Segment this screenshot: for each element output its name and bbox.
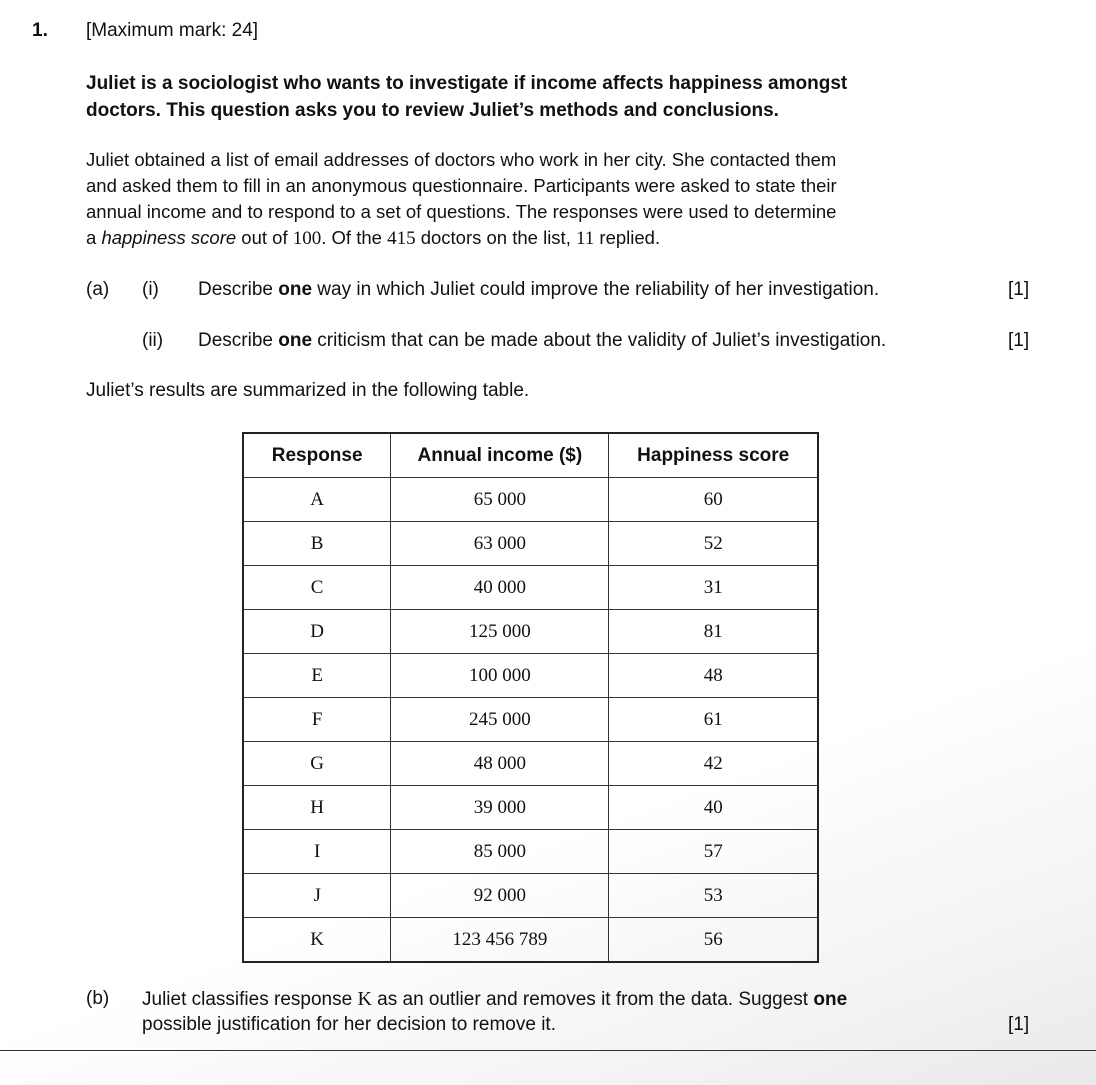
header-annual-income: Annual income ($): [391, 433, 609, 478]
part-a-i-text: [198, 279, 879, 301]
part-a-ii-emphasis: one: [278, 330, 313, 351]
part-a-ii-text: [198, 330, 886, 352]
cell-income: 245 000: [391, 698, 609, 742]
table-row: [243, 566, 818, 610]
page-bottom-rule: [0, 1050, 1096, 1051]
part-a-i-text-pre: Describe: [198, 279, 279, 300]
maximum-mark: [Maximum mark: 24]: [86, 20, 259, 41]
part-b-line-2: possible justification for her decision to remove it.: [142, 1014, 556, 1035]
cell-response: G: [243, 742, 391, 786]
cell-income: 65 000: [391, 478, 609, 522]
table-row: [243, 698, 818, 742]
cell-happiness: 61: [609, 698, 818, 742]
part-a-ii-text-post: criticism that can be made about the validity of Juliet’s investigation.: [312, 330, 887, 351]
cell-happiness: 31: [609, 566, 818, 610]
header-happiness-score: Happiness score: [609, 433, 818, 478]
cell-income: 63 000: [391, 522, 609, 566]
part-a-i-label: (i): [142, 279, 159, 300]
cell-response: A: [243, 478, 391, 522]
doctors-count-number: 415: [387, 228, 416, 249]
table-row: [243, 742, 818, 786]
para-line-3: annual income and to respond to a set of questions. The responses were used to determine: [86, 201, 837, 222]
cell-happiness: 42: [609, 742, 818, 786]
table-row: [243, 654, 818, 698]
results-table: [242, 432, 819, 963]
para-line-4-mid1: out of: [236, 227, 293, 248]
part-b-response-k: K: [357, 988, 372, 1010]
para-line-1: Juliet obtained a list of email addresses of doctors who work in her city. She contacted them: [86, 149, 837, 170]
cell-happiness: 60: [609, 478, 818, 522]
para-line-4-mid2: . Of the: [321, 227, 388, 248]
part-b-emphasis: one: [813, 989, 848, 1010]
part-a-ii-mark: [1]: [1008, 330, 1030, 351]
intro-line-2: doctors. This question asks you to review Juliet’s methods and conclusions.: [86, 100, 779, 121]
question-number: 1.: [32, 20, 48, 41]
para-line-2: and asked them to fill in an anonymous questionnaire. Participants were asked to state their: [86, 175, 837, 196]
cell-income: 100 000: [391, 654, 609, 698]
part-b-line-1-pre: Juliet classifies response: [142, 989, 358, 1010]
replies-count-number: 11: [575, 228, 595, 249]
table-row: [243, 610, 818, 654]
cell-response: D: [243, 610, 391, 654]
table-row: [243, 874, 818, 918]
part-b-mark: [1]: [1008, 1014, 1030, 1035]
table-row: [243, 786, 818, 830]
cell-income: 92 000: [391, 874, 609, 918]
part-a-ii-label: (ii): [142, 330, 164, 351]
cell-income: 125 000: [391, 610, 609, 654]
part-a-ii-text-pre: Describe: [198, 330, 279, 351]
cell-response: I: [243, 830, 391, 874]
happiness-score-term: happiness score: [101, 227, 237, 248]
question-intro: [86, 70, 986, 124]
part-a-i-text-post: way in which Juliet could improve the reliability of her investigation.: [312, 279, 880, 300]
cell-response: E: [243, 654, 391, 698]
para-line-4-end: replied.: [594, 227, 661, 248]
cell-happiness: 40: [609, 786, 818, 830]
cell-happiness: 48: [609, 654, 818, 698]
intro-line-1: Juliet is a sociologist who wants to investigate if income affects happiness amongst: [86, 73, 848, 94]
max-score-number: 100: [292, 228, 322, 249]
table-row: [243, 918, 818, 963]
cell-response: F: [243, 698, 391, 742]
table-row: [243, 830, 818, 874]
table-row: [243, 478, 818, 522]
part-b-label: (b): [86, 988, 110, 1009]
cell-response: C: [243, 566, 391, 610]
part-a-i-emphasis: one: [278, 279, 313, 300]
cell-response: H: [243, 786, 391, 830]
header-response: Response: [243, 433, 391, 478]
cell-response: K: [243, 918, 391, 963]
table-row: [243, 522, 818, 566]
cell-happiness: 57: [609, 830, 818, 874]
cell-happiness: 81: [609, 610, 818, 654]
results-intro: Juliet’s results are summarized in the following table.: [86, 380, 530, 401]
cell-happiness: 53: [609, 874, 818, 918]
cell-response: B: [243, 522, 391, 566]
cell-happiness: 56: [609, 918, 818, 963]
part-a-label: (a): [86, 279, 110, 300]
cell-income: 123 456 789: [391, 918, 609, 963]
question-context-paragraph: [86, 147, 986, 252]
cell-happiness: 52: [609, 522, 818, 566]
part-b-line-1-mid: as an outlier and removes it from the data. Suggest: [371, 989, 814, 1010]
table-header-row: [243, 433, 818, 478]
cell-income: 39 000: [391, 786, 609, 830]
cell-income: 85 000: [391, 830, 609, 874]
cell-income: 48 000: [391, 742, 609, 786]
cell-response: J: [243, 874, 391, 918]
para-line-4-pre: a: [86, 227, 102, 248]
cell-income: 40 000: [391, 566, 609, 610]
para-line-4: [86, 225, 986, 252]
part-b-line-1: [142, 988, 847, 1011]
para-line-4-mid3: doctors on the list,: [415, 227, 576, 248]
part-a-i-mark: [1]: [1008, 279, 1030, 300]
